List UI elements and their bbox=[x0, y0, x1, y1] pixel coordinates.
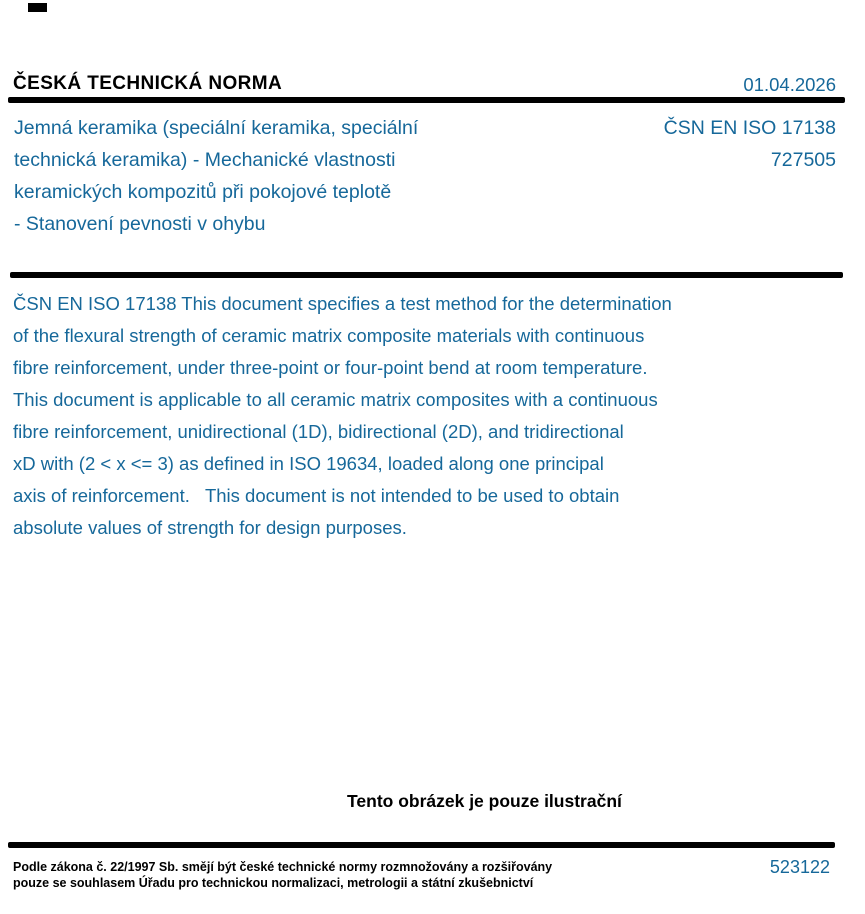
footer-divider-rule bbox=[8, 842, 835, 848]
standard-title-line: keramických kompozitů při pokojové teplotě bbox=[14, 181, 392, 203]
legal-notice-line: Podle zákona č. 22/1997 Sb. smějí být české technické normy rozmnožovány a rozšiřovány bbox=[13, 860, 553, 874]
abstract-line: axis of reinforcement. This document is not intended to be used to obtain bbox=[13, 485, 620, 506]
standard-title-line: - Stanovení pevnosti v ohybu bbox=[14, 213, 266, 235]
standard-identifiers bbox=[664, 112, 836, 176]
abstract-line: fibre reinforcement, under three-point or four-point bend at room temperature. bbox=[13, 357, 648, 378]
header-divider-rule bbox=[8, 97, 845, 103]
abstract-line: absolute values of strength for design purposes. bbox=[13, 517, 407, 538]
standard-title-line: Jemná keramika (speciální keramika, speciální bbox=[14, 117, 419, 139]
standard-title bbox=[14, 112, 574, 240]
abstract-line: of the flexural strength of ceramic matrix composite materials with continuous bbox=[13, 325, 645, 346]
illustrative-caption: Tento obrázek je pouze ilustrační bbox=[347, 791, 622, 811]
legal-notice bbox=[13, 859, 573, 891]
abstract-line: ČSN EN ISO 17138 This document specifies a test method for the determination bbox=[13, 293, 672, 314]
publication-date: 01.04.2026 bbox=[743, 74, 836, 95]
page-corner-mark bbox=[28, 3, 47, 12]
page-title: ČESKÁ TECHNICKÁ NORMA bbox=[13, 73, 283, 94]
order-number: 523122 bbox=[769, 857, 830, 877]
abstract-line: This document is applicable to all ceramic matrix composites with a continuous bbox=[13, 389, 658, 410]
standard-designation: ČSN EN ISO 17138 bbox=[663, 117, 836, 139]
catalog-number: 727505 bbox=[770, 149, 836, 171]
abstract-text bbox=[13, 288, 833, 544]
legal-notice-line: pouze se souhlasem Úřadu pro technickou normalizaci, metrologii a státní zkušebnictví bbox=[13, 876, 534, 890]
standard-title-line: technická keramika) - Mechanické vlastnosti bbox=[14, 149, 396, 171]
abstract-line: xD with (2 < x <= 3) as defined in ISO 19634, loaded along one principal bbox=[13, 453, 604, 474]
abstract-line: fibre reinforcement, unidirectional (1D), bidirectional (2D), and tridirectional bbox=[13, 421, 624, 442]
title-divider-rule bbox=[10, 272, 843, 278]
